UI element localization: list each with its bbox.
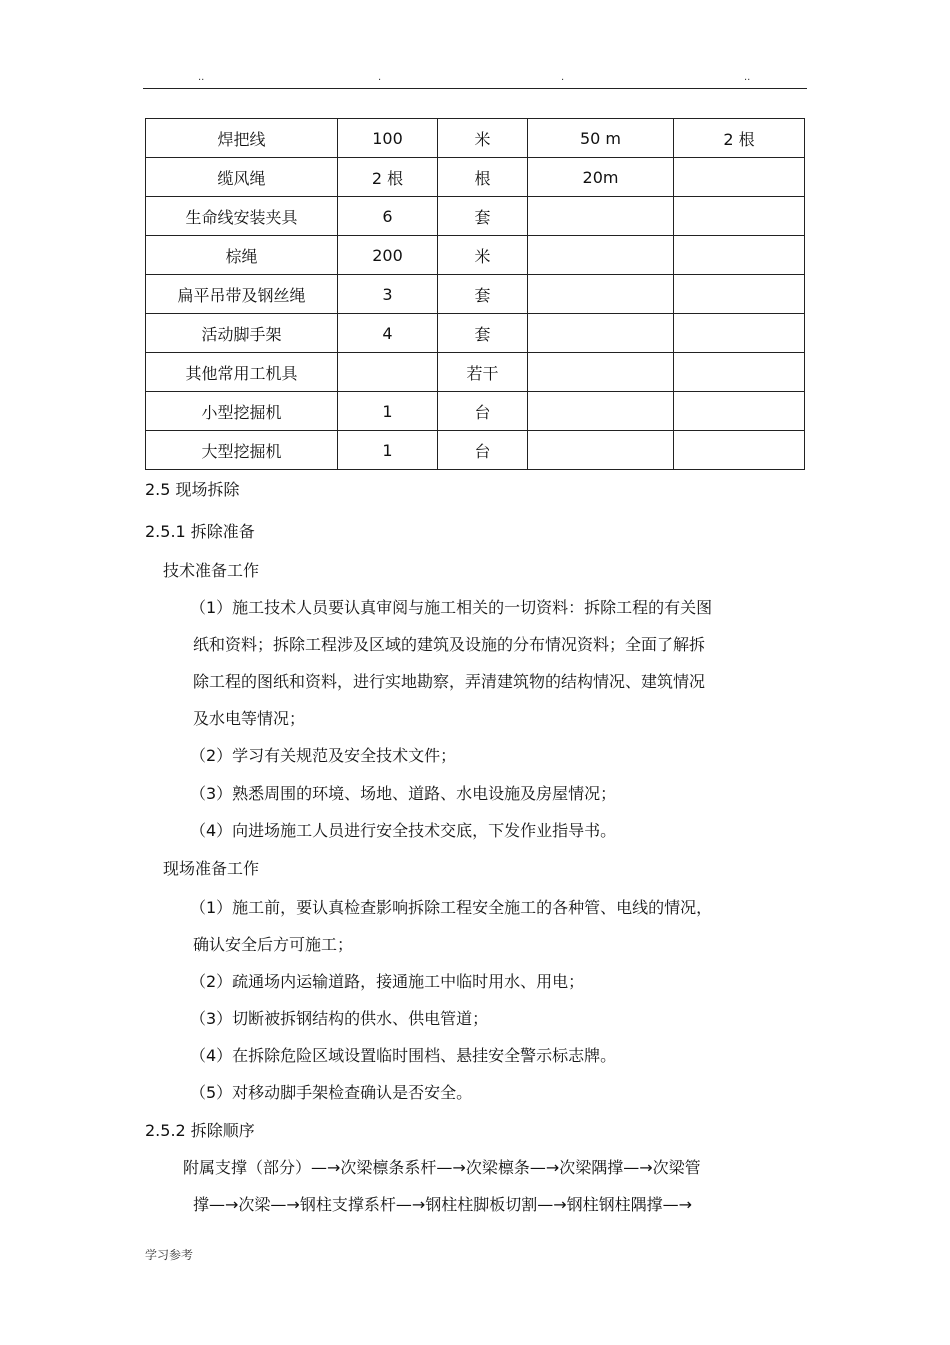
page-footer: 学习参考 xyxy=(145,1248,194,1262)
paragraph-line: （1）施工前，要认真检查影响拆除工程安全施工的各种管、电线的情况， xyxy=(190,898,713,917)
table-cell: 扁平吊带及钢丝绳 xyxy=(146,275,338,314)
table-cell: 米 xyxy=(438,119,528,158)
table-cell: 套 xyxy=(438,314,528,353)
table-row xyxy=(146,236,805,275)
table-row xyxy=(146,197,805,236)
table-cell xyxy=(674,392,805,431)
table-cell: 50 m xyxy=(528,119,674,158)
paragraph-line: （1）施工技术人员要认真审阅与施工相关的一切资料：拆除工程的有关图 xyxy=(190,598,713,617)
paragraph-line: （2）疏通场内运输道路，接通施工中临时用水、用电； xyxy=(190,972,585,991)
paragraph-line: 除工程的图纸和资料，进行实地勘察，弄清建筑物的结构情况、建筑情况 xyxy=(193,672,706,691)
table-row xyxy=(146,431,805,470)
table-row xyxy=(146,314,805,353)
paragraph-line: （4）在拆除危险区域设置临时围档、悬挂安全警示标志牌。 xyxy=(190,1046,617,1065)
table-cell: 台 xyxy=(438,431,528,470)
header-dot: . xyxy=(378,72,382,83)
table-cell: 缆风绳 xyxy=(146,158,338,197)
table-cell xyxy=(674,431,805,470)
header-dot: .. xyxy=(744,72,751,83)
paragraph-title: 技术准备工作 xyxy=(163,561,260,580)
table-cell xyxy=(674,353,805,392)
table-cell: 1 xyxy=(338,392,438,431)
table-cell xyxy=(674,197,805,236)
table-cell: 小型挖掘机 xyxy=(146,392,338,431)
paragraph-line: （3）熟悉周围的环境、场地、道路、水电设施及房屋情况； xyxy=(190,784,617,803)
table-cell xyxy=(528,197,674,236)
table-cell: 1 xyxy=(338,431,438,470)
table-cell: 套 xyxy=(438,197,528,236)
header-rule xyxy=(143,88,807,89)
table-cell: 6 xyxy=(338,197,438,236)
table-cell: 其他常用工机具 xyxy=(146,353,338,392)
table-cell xyxy=(528,236,674,275)
subsection-heading: 2.5.2 拆除顺序 xyxy=(145,1121,255,1140)
table-row xyxy=(146,392,805,431)
table-row xyxy=(146,119,805,158)
table-cell: 200 xyxy=(338,236,438,275)
table-cell: 若干 xyxy=(438,353,528,392)
table-cell xyxy=(674,314,805,353)
table-cell xyxy=(674,236,805,275)
table-cell: 2 根 xyxy=(338,158,438,197)
table-cell xyxy=(528,314,674,353)
paragraph-line: （5）对移动脚手架检查确认是否安全。 xyxy=(190,1083,473,1102)
paragraph-line: （3）切断被拆钢结构的供水、供电管道； xyxy=(190,1009,489,1028)
subsection-heading: 2.5.1 拆除准备 xyxy=(145,522,255,541)
table-cell: 2 根 xyxy=(674,119,805,158)
paragraph-line: 确认安全后方可施工； xyxy=(193,935,354,954)
table-cell: 活动脚手架 xyxy=(146,314,338,353)
table-cell: 4 xyxy=(338,314,438,353)
paragraph-line: 撑—→次梁—→钢柱支撑系杆—→钢柱柱脚板切割—→钢柱钢柱隅撑—→ xyxy=(193,1195,693,1214)
table-row xyxy=(146,353,805,392)
table-cell: 20m xyxy=(528,158,674,197)
table-row xyxy=(146,158,805,197)
paragraph-line: 附属支撑（部分）—→次梁檩条系杆—→次梁檩条—→次梁隅撑—→次梁管 xyxy=(183,1158,701,1177)
table-cell xyxy=(338,353,438,392)
table-cell: 大型挖掘机 xyxy=(146,431,338,470)
table-row xyxy=(146,275,805,314)
equipment-table xyxy=(145,118,805,470)
header-dots xyxy=(0,72,950,86)
table-cell: 100 xyxy=(338,119,438,158)
table-cell: 根 xyxy=(438,158,528,197)
table-cell xyxy=(674,275,805,314)
table-cell: 生命线安装夹具 xyxy=(146,197,338,236)
table-cell: 棕绳 xyxy=(146,236,338,275)
table-cell xyxy=(528,353,674,392)
table-cell: 台 xyxy=(438,392,528,431)
table-cell: 焊把线 xyxy=(146,119,338,158)
table-cell xyxy=(528,275,674,314)
table-cell xyxy=(674,158,805,197)
header-dot: . xyxy=(561,72,565,83)
section-heading: 2.5 现场拆除 xyxy=(145,480,240,499)
table-cell xyxy=(528,431,674,470)
table-cell: 米 xyxy=(438,236,528,275)
table-cell xyxy=(528,392,674,431)
paragraph-line: 及水电等情况； xyxy=(193,709,306,728)
paragraph-title: 现场准备工作 xyxy=(163,859,260,878)
paragraph-line: （2）学习有关规范及安全技术文件； xyxy=(190,746,457,765)
table-cell: 套 xyxy=(438,275,528,314)
table-cell: 3 xyxy=(338,275,438,314)
paragraph-line: 纸和资料；拆除工程涉及区域的建筑及设施的分布情况资料；全面了解拆 xyxy=(193,635,706,654)
paragraph-line: （4）向进场施工人员进行安全技术交底，下发作业指导书。 xyxy=(190,821,617,840)
header-dot: .. xyxy=(198,72,205,83)
